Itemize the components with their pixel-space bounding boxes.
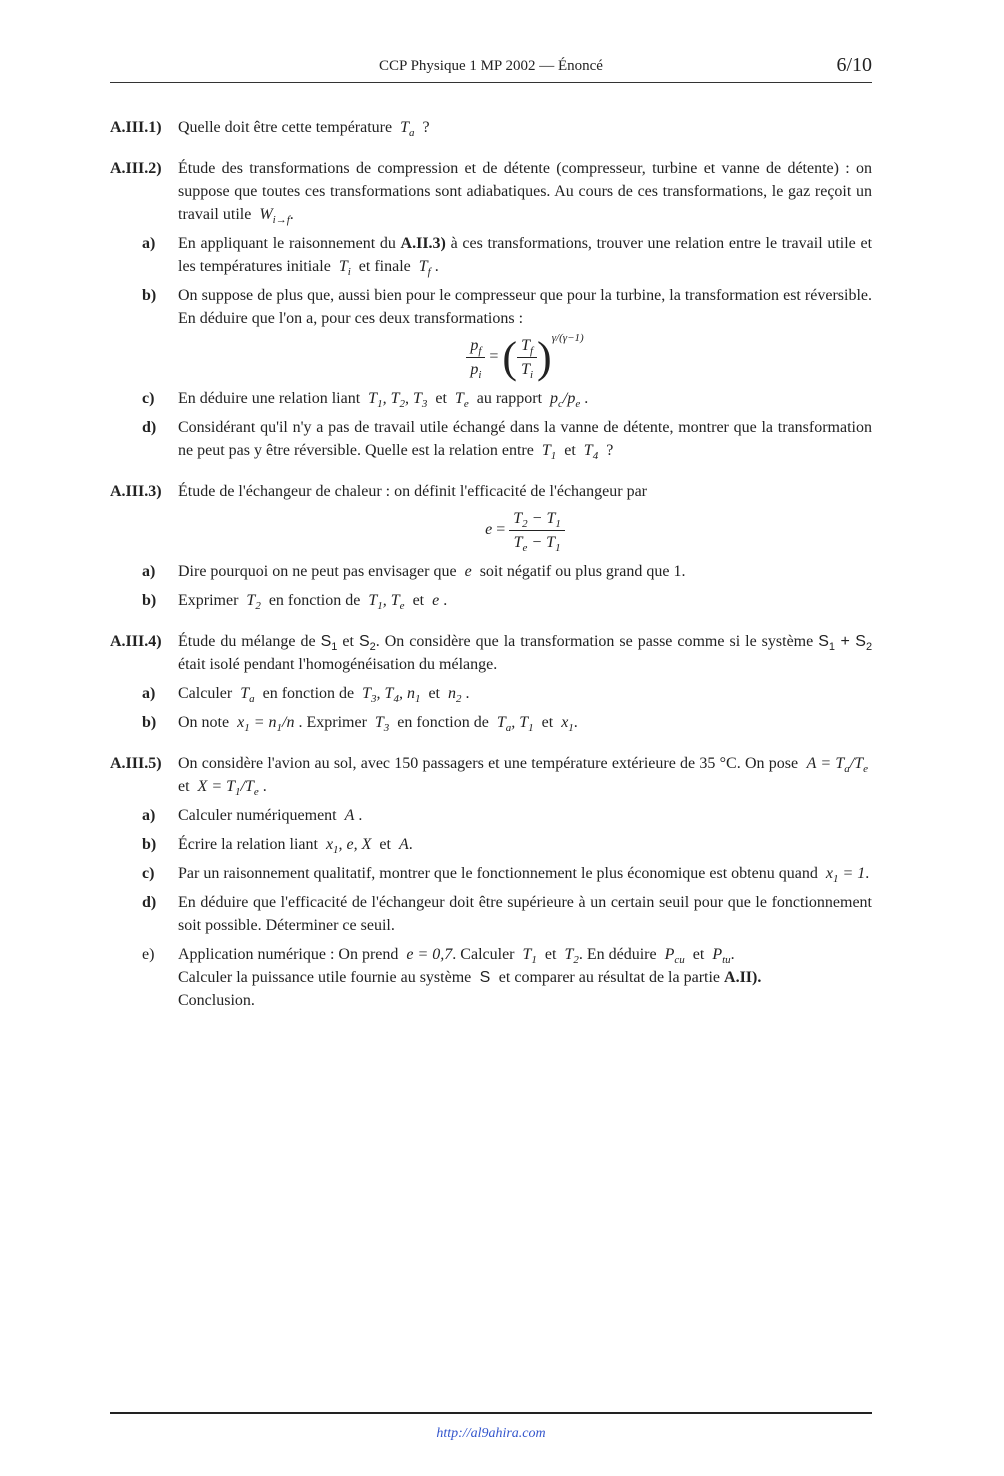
sub-text: Calculer — [460, 946, 515, 963]
sub-text: ? — [606, 442, 614, 459]
page-number: 6/10 — [836, 54, 872, 76]
sub-text: en fonction de — [262, 685, 355, 702]
math-a: A — [394, 836, 409, 853]
math-t1: $T_1$ — [518, 946, 537, 967]
sub-label: b) — [142, 836, 157, 853]
equation-adiabatic: $\frac{p_f}{p_i}$ = ( $\frac{T_f}{T_i}$ )$^{\gamma/(\gamma-1)}$ — [178, 334, 872, 381]
question-text: Quelle doit être cette température — [178, 119, 393, 136]
math-temps: $T_1$, $T_2$, $T_3$ — [364, 390, 428, 411]
footer-link[interactable]: http://al9ahira.com — [436, 1426, 546, 1441]
math-x1-eq-1: $x_1 = 1$ — [821, 865, 866, 886]
sub-text: Exprimer — [178, 592, 239, 609]
sub-question-b: b) Écrire la relation liant $x_1$, e, X et A. — [110, 833, 872, 856]
sub-text: En déduire que l'efficacité de l'échangeur doit être supérieure à un certain seuil pour que le fonctionnement soit possible. Déterminer ce seuil. — [178, 894, 872, 934]
sub-label: c) — [142, 865, 155, 882]
sub-text: en fonction de — [397, 714, 489, 731]
question-text: était isolé pendant l'homogénéisation du mélange. — [178, 656, 498, 673]
sub-text: en fonction de — [268, 592, 361, 609]
sub-question-d — [110, 416, 872, 462]
sub-text: Dire pourquoi on ne peut pas envisager que — [178, 563, 457, 580]
sub-label: b) — [142, 592, 157, 609]
sub-text: Par un raisonnement qualitatif, montrer que le fonctionnement le plus économique est obtenu quand — [178, 865, 818, 882]
sub-text: Conclusion. — [178, 992, 255, 1009]
sub-text: Calculer la puissance utile fournie au système — [178, 969, 472, 986]
sub-text: En appliquant le raisonnement du — [178, 235, 396, 252]
word-et: et — [428, 685, 440, 702]
math-ptu: $P_{tu}$ — [708, 946, 731, 967]
footer-divider — [110, 1412, 872, 1414]
sub-question-b: b) Exprimer $T_2$ en fonction de $T_1$, $T_e$ et e . — [110, 589, 872, 612]
sub-label: c) — [142, 390, 155, 407]
math-t1: $T_1$ — [537, 442, 557, 463]
sub-label: a) — [142, 685, 156, 702]
page-header — [110, 52, 872, 83]
math-ta-t1: $T_a$, $T_1$ — [492, 714, 534, 735]
sub-label: d) — [142, 894, 157, 911]
math-te: $T_e$ — [450, 390, 469, 411]
sub-question-c: c) En déduire une relation liant $T_1$, $T_2$, $T_3$ et $T_e$ au rapport $p_c/p_e$ . — [110, 387, 872, 410]
math-x1-def: $x_1 = n_1/n$ — [233, 714, 295, 735]
math-ta: $T_a$ — [236, 685, 255, 706]
math-s2: $S_2$ — [358, 633, 376, 654]
math-t1-te: $T_1$, $T_e$ — [364, 592, 405, 613]
sub-question-e: e) Application numérique : On prend e = 0,7. Calculer $T_1$ et $T_2$. En déduire $P_{cu}$ et $P_{tu}$. Calculer la puissance utile fournie au système S et comparer au résultat de la partie A.II). Conclusion. — [110, 943, 872, 1012]
math-t2: $T_2$ — [242, 592, 261, 613]
sub-text: Écrire la relation liant — [178, 836, 318, 853]
question-text: Étude des transformations de compression et de détente (compresseur, turbine et vanne de détente) : on suppose que toutes ces transformations sont adiabatiques. Au cours de ces transformations, le gaz reçoit un travail utile — [178, 160, 872, 223]
math-s: S — [475, 969, 495, 986]
word-et: et — [541, 714, 554, 731]
math-x-def: $X = T_1/T_e$ — [193, 778, 259, 799]
math-t3: $T_3$ — [370, 714, 390, 735]
sub-label: e) — [142, 946, 155, 963]
word-et: et — [692, 946, 705, 963]
math-t4: $T_4$ — [579, 442, 599, 463]
word-et: et — [379, 836, 391, 853]
question-label: A.III.3) — [110, 483, 162, 500]
question-a-iii-4: A.III.4) Étude du mélange de $S_1$ et $S_2$. On considère que la transformation se passe comme si le système $S_1 + S_2$ était isolé pendant l'homogénéisation du mélange. a) Calculer $T_a$ en fonction de $T_3$, $T_4$, $n_1$ et $n_2$ . b) On note $x_1 = n_1/n$ . Exprimer $T_3$ en fonction de $T_a$, $T_1$ et $x_1$. — [110, 630, 872, 734]
math-vars: $T_3$, $T_4$, $n_1$ — [358, 685, 421, 706]
sub-label: b) — [142, 714, 157, 731]
question-label: A.III.5) — [110, 755, 162, 772]
sub-text: On note — [178, 714, 230, 731]
sub-text: et comparer au résultat de la partie — [498, 969, 721, 986]
sub-text: Calculer numériquement — [178, 807, 337, 824]
sub-label: a) — [142, 235, 156, 252]
sub-label: a) — [142, 807, 156, 824]
sub-question-d — [110, 891, 872, 937]
sub-question-a: a) Calculer numériquement A . — [110, 804, 872, 827]
math-a-def: $A = T_a/T_e$ — [802, 755, 868, 776]
page — [110, 0, 872, 1476]
sub-text: Calculer — [178, 685, 233, 702]
sub-text: soit négatif ou plus grand que 1. — [479, 563, 686, 580]
sub-question-b — [110, 284, 872, 381]
sub-question-a — [110, 560, 872, 583]
section-reference: A.II). — [724, 969, 762, 986]
sub-question-a: a) En appliquant le raisonnement du A.II.3) à ces transformations, trouver une relation entre le travail utile et les températures initiale $T_i$ et finale $T_f$ . — [110, 232, 872, 278]
sub-label: b) — [142, 287, 157, 304]
word-et: et — [435, 390, 447, 407]
word-et: et — [412, 592, 425, 609]
sub-text: à ces transformations, trouver une relation entre le travail utile et les températures initiale — [178, 235, 873, 275]
math-ratio: $p_c/p_e$ — [546, 390, 581, 411]
sub-text: Considérant qu'il n'y a pas de travail utile échangé dans la vanne de détente, montrer que la transformation ne peut pas y être réversible. Quelle est la relation entre — [178, 419, 872, 459]
math-x1: $x_1$ — [557, 714, 574, 735]
math-s1-plus-s2: $S_1 + S_2$ — [818, 633, 873, 654]
sub-text: Application numérique : On prend — [178, 946, 399, 963]
math-ti: $T_i$ — [334, 258, 351, 279]
sub-text: En déduire — [586, 946, 657, 963]
sub-label: a) — [142, 563, 156, 580]
sub-question-c: c) Par un raisonnement qualitatif, montrer que le fonctionnement le plus économique est obtenu quand $x_1 = 1$. — [110, 862, 872, 885]
word-et: et — [564, 442, 576, 459]
math-t2: $T_2$ — [560, 946, 579, 967]
sub-text: au rapport — [476, 390, 543, 407]
question-a-iii-3 — [110, 480, 872, 612]
question-label: A.III.2) — [110, 160, 162, 177]
sub-text: En déduire une relation liant — [178, 390, 361, 407]
question-text: Étude de l'échangeur de chaleur : on définit l'efficacité de l'échangeur par — [178, 483, 648, 500]
question-label: A.III.1) — [110, 119, 162, 136]
word-et: et — [342, 633, 354, 650]
document-body — [110, 116, 872, 1030]
math-tf: $T_f$ — [414, 258, 431, 279]
question-mark: ? — [422, 119, 430, 136]
math-pcu: $P_{cu}$ — [660, 946, 685, 967]
equation-efficiency: e = $\frac{T_2 - T_1}{T_e - T_1}$ — [178, 507, 872, 554]
question-text: On considère que la transformation se passe comme si le système — [384, 633, 814, 650]
math-e: e — [428, 592, 440, 609]
sub-text: et finale — [358, 258, 411, 275]
math-ta: $T_a$ — [396, 119, 415, 140]
math-e: e — [460, 563, 476, 580]
header-title: CCP Physique 1 MP 2002 — Énoncé — [379, 58, 603, 74]
math-e-value: e = 0,7 — [402, 946, 453, 963]
question-a-iii-1 — [110, 116, 872, 139]
section-reference: A.II.3) — [400, 235, 446, 252]
question-a-iii-5: A.III.5) On considère l'avion au sol, avec 150 passagers et une température extérieure de 35 °C. On pose $A = T_a/T_e$ et $X = T_1/T_e$ . a) Calculer numériquement A . b) Écrire la relation liant $x_1$, e, X et A. c) Par un raisonnement qualitatif, montrer que le fonctionnement le plus économique est obtenu quand $x_1 = 1$. d) En déduire que l'efficacité de l'échangeur doit être supérieure à un certain seuil pour que le fonctionnement soit possible. Déterminer ce seuil. e) Application numérique : On prend e = 0,7. Calculer $T_1$ et $T_2$. En déduire $P_{cu}$ et $P_{tu}$. Calculer la puissance utile fournie au système S et comparer au résultat de la partie A.II). Conclusion. — [110, 752, 872, 1012]
sub-label: d) — [142, 419, 157, 436]
math-work: $W_{i\to f}$ — [255, 206, 290, 227]
sub-text: On suppose de plus que, aussi bien pour le compresseur que pour la turbine, la transformation est réversible. En déduire que l'on a, pour ces deux transformations : — [178, 287, 872, 327]
math-vars: $x_1$, e, X — [321, 836, 376, 857]
word-et: et — [544, 946, 557, 963]
question-text: On considère l'avion au sol, avec 150 passagers et une température extérieure de 35 °C. On pose — [178, 755, 799, 772]
math-n2: $n_2$ — [444, 685, 462, 706]
word-et: et — [178, 778, 190, 795]
sub-question-a: a) Calculer $T_a$ en fonction de $T_3$, $T_4$, $n_1$ et $n_2$ . — [110, 682, 872, 705]
question-text: Étude du mélange de — [178, 633, 316, 650]
math-s1-s2: $S_1$ — [320, 633, 338, 654]
sub-text: Exprimer — [306, 714, 367, 731]
math-a: A — [340, 807, 355, 824]
sub-question-b: b) On note $x_1 = n_1/n$ . Exprimer $T_3$ en fonction de $T_a$, $T_1$ et $x_1$. — [110, 711, 872, 734]
question-label: A.III.4) — [110, 633, 162, 650]
question-a-iii-2: A.III.2) Étude des transformations de compression et de détente (compresseur, turbine et vanne de détente) : on suppose que toutes ces transformations sont adiabatiques. Au cours de ces transformations, le gaz reçoit un travail utile $W_{i\to f}$. a) En appliquant le raisonnement du A.II.3) à ces transformations, trouver une relation entre le travail utile et les températures initiale $T_i$ et finale $T_f$ . b) On suppose de plus que, aussi bien pour le compresseur que pour la turbine, la transformation est réversible. En déduire que l'on a, pour ces deux transformations : $\frac{p_f}{p_i}$ = ( $\frac{T_f}{T_i}$ )$^{\gamma/(\gamma-1)}$ c) En déduire une relation liant $T_1$, $T_2$, $T_3$ et $T_e$ au rapport $p_c/p_e$ . d) Considérant qu'il n'y a pas de travail utile échangé dans la vanne de détente, montrer que la transformation ne peut pas y être réversible. Quelle est la relation entre $T_1$ et $T_4$ ? — [110, 157, 872, 462]
